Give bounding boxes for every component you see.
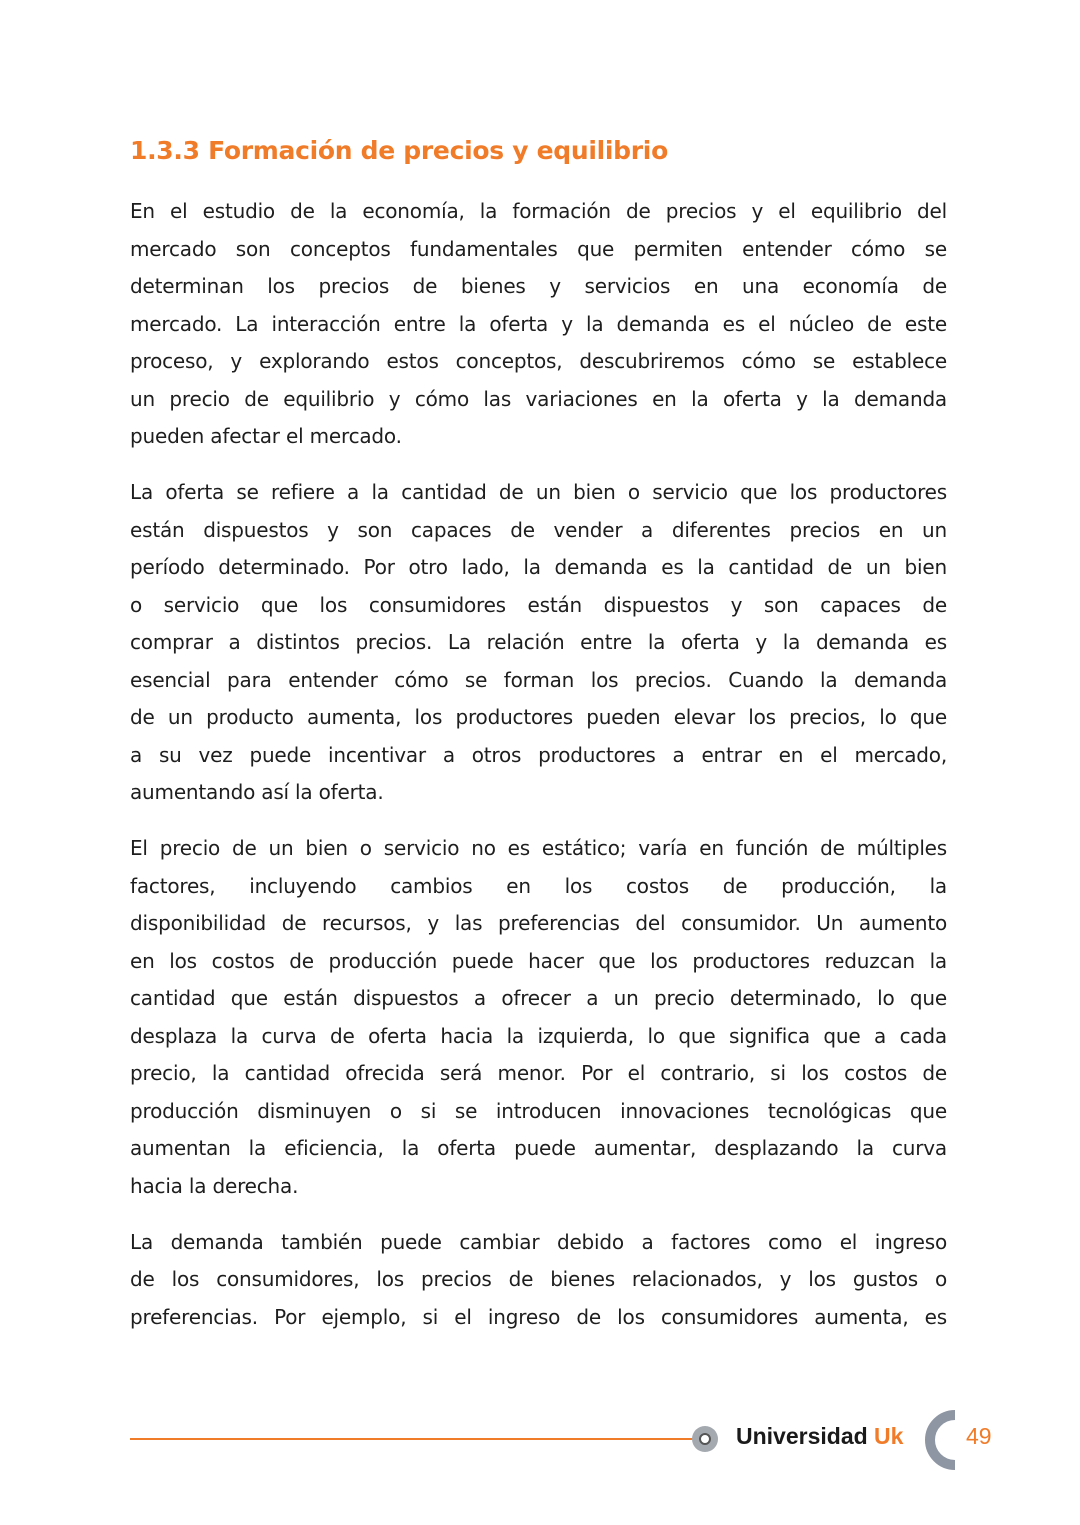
- text-line: o servicio que los consumidores están dispuestos y son capaces de: [130, 592, 947, 617]
- text-line: mercado son conceptos fundamentales que permiten entender cómo se: [130, 236, 947, 261]
- brand-accent: Uk: [874, 1423, 904, 1449]
- paragraph: [130, 474, 947, 812]
- paragraph: [130, 1224, 947, 1337]
- text-line: mercado. La interacción entre la oferta y la demanda es el núcleo de este: [130, 311, 947, 336]
- section-heading: 1.3.3 Formación de precios y equilibrio: [130, 136, 668, 165]
- text-line: factores, incluyendo cambios en los costos de producción, la: [130, 873, 947, 898]
- text-line: cantidad que están dispuestos a ofrecer a un precio determinado, lo que: [130, 986, 947, 1010]
- text-line: desplaza la curva de oferta hacia la izquierda, lo que significa que a cada: [130, 1023, 947, 1048]
- text-line: aumentando así la oferta.: [130, 780, 384, 804]
- footer-brand: [736, 1423, 903, 1450]
- text-line: disponibilidad de recursos, y las preferencias del consumidor. Un aumento: [130, 911, 947, 935]
- text-line: están dispuestos y son capaces de vender a diferentes precios en un: [130, 517, 947, 542]
- text-line: producción disminuyen o si se introducen innovaciones tecnológicas que: [130, 1098, 947, 1123]
- text-line: pueden afectar el mercado.: [130, 424, 402, 448]
- footer-divider: [130, 1438, 695, 1440]
- text-line: proceso, y explorando estos conceptos, descubriremos cómo se establece: [130, 349, 947, 373]
- text-line: precio, la cantidad ofrecida será menor. Por el contrario, si los costos de: [130, 1061, 947, 1085]
- text-line: En el estudio de la economía, la formación de precios y el equilibrio del: [130, 199, 947, 223]
- text-line: de un producto aumenta, los productores pueden elevar los precios, lo que: [130, 705, 947, 729]
- text-line: determinan los precios de bienes y servicios en una economía de: [130, 274, 947, 298]
- paragraph: [130, 193, 947, 456]
- paragraph: [130, 830, 947, 1205]
- text-line: a su vez puede incentivar a otros productores a entrar en el mercado,: [130, 742, 947, 767]
- brand-name: Universidad: [736, 1423, 868, 1449]
- text-line: La oferta se refiere a la cantidad de un bien o servicio que los productores: [130, 480, 947, 504]
- text-line: preferencias. Por ejemplo, si el ingreso de los consumidores aumenta, es: [130, 1304, 947, 1329]
- text-line: en los costos de producción puede hacer que los productores reduzcan la: [130, 948, 947, 973]
- text-line: comprar a distintos precios. La relación entre la oferta y la demanda es: [130, 630, 947, 654]
- text-line: El precio de un bien o servicio no es estático; varía en función de múltiples: [130, 836, 947, 860]
- logo-icon: [692, 1426, 718, 1452]
- text-line: de los consumidores, los precios de bienes relacionados, y los gustos o: [130, 1267, 947, 1291]
- text-line: un precio de equilibrio y cómo las variaciones en la oferta y la demanda: [130, 386, 947, 411]
- text-line: aumentan la eficiencia, la oferta puede aumentar, desplazando la curva: [130, 1136, 947, 1160]
- text-line: esencial para entender cómo se forman los precios. Cuando la demanda: [130, 667, 947, 692]
- body-text: [130, 193, 947, 1355]
- text-line: La demanda también puede cambiar debido a factores como el ingreso: [130, 1229, 947, 1254]
- text-line: hacia la derecha.: [130, 1173, 299, 1198]
- text-line: período determinado. Por otro lado, la demanda es la cantidad de un bien: [130, 555, 947, 579]
- page-number: 49: [966, 1423, 992, 1449]
